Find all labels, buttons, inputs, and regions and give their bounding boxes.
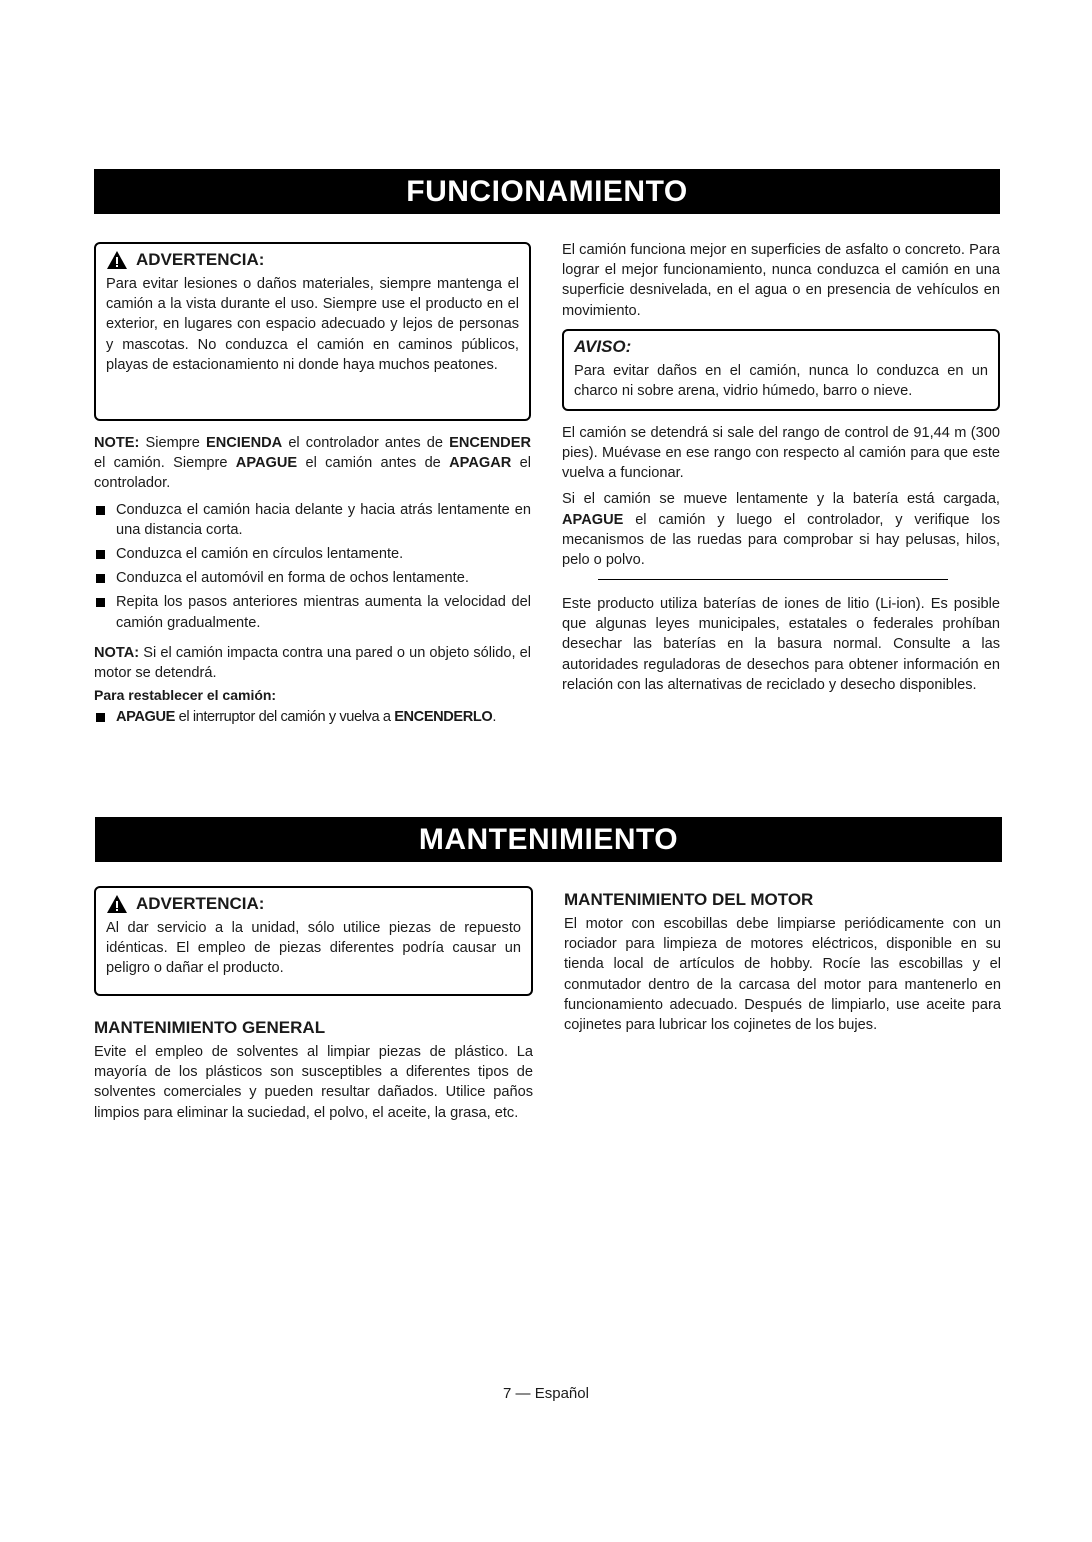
note-bold-4: APAGAR — [449, 455, 512, 472]
reset-text-2: . — [492, 709, 497, 726]
list-item — [94, 707, 531, 727]
slow-text-2: el camión y luego el controlador, y verifique los mecanismos de las ruedas para comprobar si hay pelusas, hilos, pelo o polvo. — [562, 511, 1000, 569]
left-column-funcionamiento — [94, 242, 531, 731]
list-item: Conduzca el automóvil en forma de ochos lentamente. — [94, 568, 531, 588]
battery-paragraph: Este producto utiliza baterías de iones de litio (Li-ion). Es posible que algunas leyes municipales, estatales o federales prohíban desechar las baterías en la basura normal. Consulte a las autoridades reguladoras de desechos para obtener información en relación con las alternativas de reciclado y desecho disponibles. — [562, 596, 1000, 693]
warning-text-mantenimiento: Al dar servicio a la unidad, sólo utilice piezas de repuesto idénticas. El empleo de piezas diferentes podría causar un peligro o dañar el producto. — [106, 920, 521, 977]
note-paragraph — [94, 433, 531, 494]
range-paragraph: El camión se detendrá si sale del rango de control de 91,44 m (300 pies). Muévase en ese rango con respecto al camión para que este vuelva a funcionar. — [562, 424, 1000, 482]
right-column-mantenimiento — [564, 890, 1001, 1035]
reset-heading: Para restablecer el camión: — [94, 687, 277, 704]
note-bold-1: ENCIENDA — [205, 435, 283, 451]
slow-text-1: Si el camión se mueve lentamente y la batería está cargada, — [562, 491, 1000, 508]
warning-title-mantenimiento — [106, 894, 521, 914]
general-maintenance-text: Evite el empleo de solventes al limpiar piezas de plástico. La mayoría de los plásticos son susceptibles a diferentes tipos de solventes comerciales y pueden resultar dañados. Utilice paños limpios para eliminar la suciedad, el polvo, el aceite, la grasa, etc. — [94, 1044, 533, 1121]
motor-maintenance-text: El motor con escobillas debe limpiarse periódicamente con un rociador para limpieza de motores eléctricos, disponible en su tienda local de artículos de hobby. Rocíe las escobillas y el conmutador dentro de la carcasa del motor para mantenerlo en funcionamiento adecuado. Después de limpiarlo, use aceite para cojinetes para lubricar los cojinetes de los bujes. — [564, 916, 1001, 1034]
aviso-text: Para evitar daños en el camión, nunca lo conduzca en un charco ni sobre arena, vidrio húmedo, barro o nieve. — [574, 362, 988, 400]
list-item: Conduzca el camión hacia delante y hacia atrás lentamente en una distancia corta. — [94, 500, 531, 540]
slow-bold-1: APAGUE — [562, 511, 624, 528]
reset-list — [94, 707, 531, 727]
list-item: Repita los pasos anteriores mientras aumenta la velocidad del camión gradualmente. — [94, 592, 531, 632]
left-column-mantenimiento — [94, 886, 533, 1123]
reset-bold-1: APAGUE — [116, 709, 175, 726]
list-item: Conduzca el camión en círculos lentamente. — [94, 544, 531, 564]
general-maintenance-heading: MANTENIMIENTO GENERAL — [94, 1018, 326, 1037]
note-text-5: el controlador. — [94, 455, 531, 492]
note-text-1: Siempre — [139, 435, 206, 451]
battery-block — [562, 594, 1000, 695]
aviso-title: AVISO: — [574, 336, 632, 356]
divider — [598, 579, 948, 580]
warning-box-mantenimiento — [94, 886, 533, 996]
note-label: NOTE: — [94, 435, 140, 451]
right-column-funcionamiento — [562, 240, 1000, 570]
note-text-4: el camión antes de — [297, 455, 450, 472]
warning-title-text: ADVERTENCIA: — [136, 894, 265, 913]
steps-list — [94, 500, 531, 633]
note-text-3: el camión. Siempre — [94, 455, 236, 472]
warning-box — [94, 242, 531, 421]
page-footer: 7 — Español — [503, 1385, 589, 1402]
note-bold-2: ENCENDER — [449, 435, 531, 451]
note-text-2: el controlador antes de — [282, 435, 450, 451]
nota-label: NOTA: — [94, 644, 140, 661]
nota-paragraph — [94, 643, 531, 683]
note-bold-3: APAGUE — [235, 455, 298, 472]
section-title-mantenimiento: MANTENIMIENTO — [95, 817, 1002, 862]
surface-paragraph: El camión funciona mejor en superficies de asfalto o concreto. Para lograr el mejor funcionamiento, nunca conduzca el camión en una superficie desnivelada, en el agua o en presencia de vehículos en movimiento. — [562, 242, 1000, 319]
reset-bold-2: ENCENDERLO — [394, 709, 493, 726]
aviso-box — [562, 329, 1000, 411]
nota-text: Si el camión impacta contra una pared o un objeto sólido, el motor se detendrá. — [94, 644, 531, 682]
section-title-funcionamiento: FUNCIONAMIENTO — [94, 169, 1000, 214]
warning-triangle-icon — [106, 894, 128, 914]
warning-triangle-icon — [106, 250, 128, 270]
warning-title-text: ADVERTENCIA: — [136, 250, 265, 269]
motor-maintenance-heading: MANTENIMIENTO DEL MOTOR — [564, 890, 814, 909]
warning-title — [106, 250, 519, 270]
warning-text: Para evitar lesiones o daños materiales, siempre mantenga el camión a la vista durante el uso. Siempre use el producto en el exterior, en lugares con espacio adecuado y lejos de personas y mascotas. No conduzca el camión en caminos públicos, playas de estacionamiento ni donde haya muchos peatones. — [106, 276, 519, 373]
reset-text-1: el interruptor del camión y vuelva a — [174, 709, 395, 726]
slow-paragraph — [562, 489, 1000, 570]
